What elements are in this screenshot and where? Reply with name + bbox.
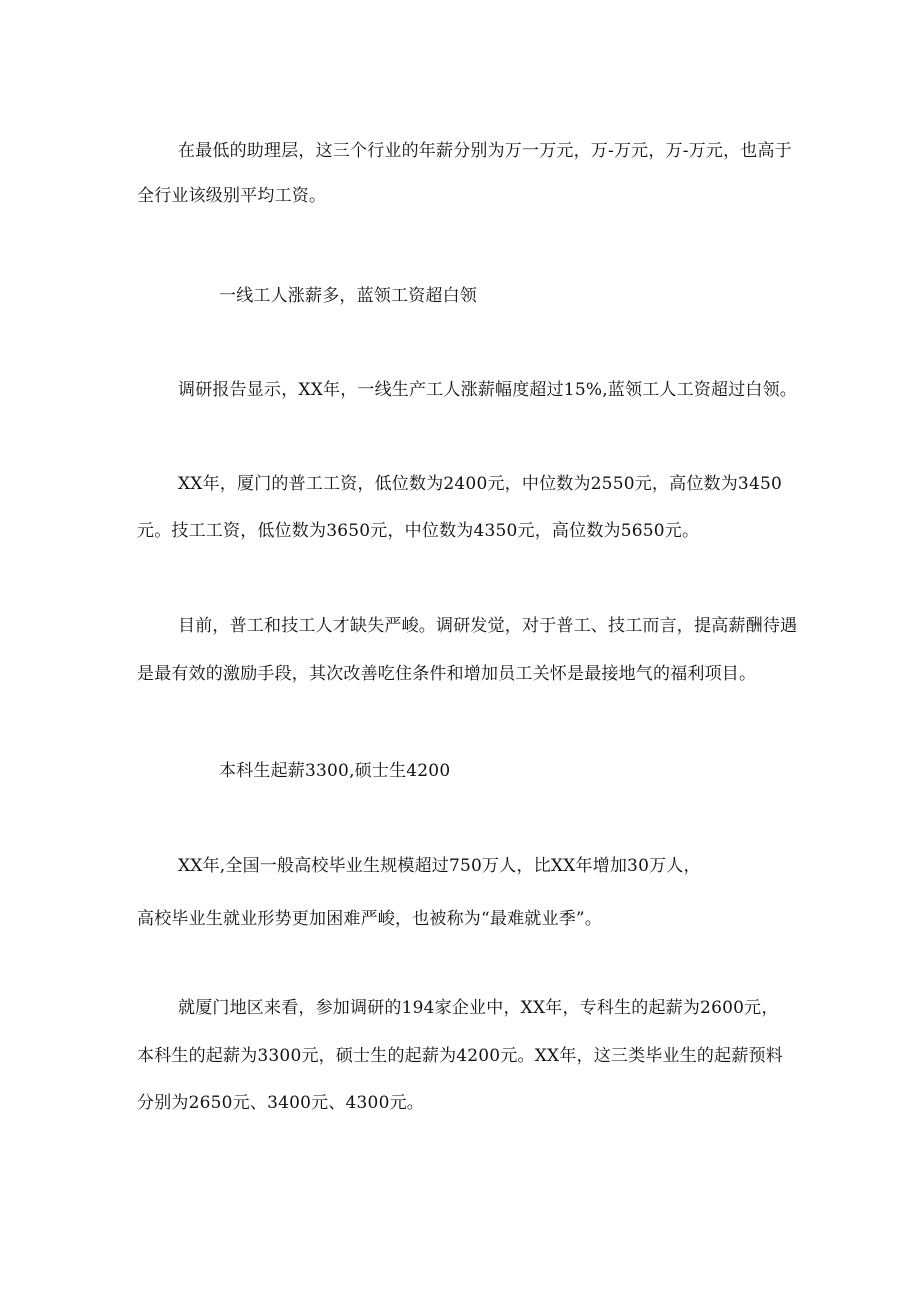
paragraph-1-line-1: 在最低的助理层，这三个行业的年薪分别为万一万元，万-万元，万-万元，也高于 <box>178 141 792 161</box>
paragraph-6-line-2: 本科生的起薪为3300元，硕士生的起薪为4200元。XX年，这三类毕业生的起薪预料 <box>137 1046 783 1066</box>
paragraph-5-line-1: XX年,全国一般高校毕业生规模超过750万人，比XX年增加30万人， <box>178 856 701 876</box>
paragraph-4-line-2: 是最有效的激励手段，其次改善吃住条件和增加员工关怀是最接地气的福利项目。 <box>137 664 757 684</box>
section-heading-graduate-salary: 本科生起薪3300,硕士生4200 <box>219 761 451 781</box>
paragraph-2-line-1: 调研报告显示，XX年，一线生产工人涨薪幅度超过15%,蓝领工人工资超过白领。 <box>178 380 797 400</box>
paragraph-4-line-1: 目前，普工和技工人才缺失严峻。调研发觉，对于普工、技工而言，提高薪酬待遇 <box>178 616 798 636</box>
paragraph-5-line-2: 高校毕业生就业形势更加困难严峻，也被称为“最难就业季”。 <box>137 909 602 929</box>
paragraph-3-line-1: XX年，厦门的普工工资，低位数为2400元，中位数为2550元，高位数为3450 <box>178 474 782 494</box>
paragraph-6-line-3: 分别为2650元、3400元、4300元。 <box>137 1093 424 1113</box>
paragraph-6-line-1: 就厦门地区来看，参加调研的194家企业中，XX年，专科生的起薪为2600元， <box>178 998 779 1018</box>
paragraph-1-line-2: 全行业该级别平均工资。 <box>137 186 327 206</box>
section-heading-blue-collar: 一线工人涨薪多，蓝领工资超白领 <box>219 286 477 306</box>
paragraph-3-line-2: 元。技工工资，低位数为3650元，中位数为4350元，高位数为5650元。 <box>137 521 700 541</box>
